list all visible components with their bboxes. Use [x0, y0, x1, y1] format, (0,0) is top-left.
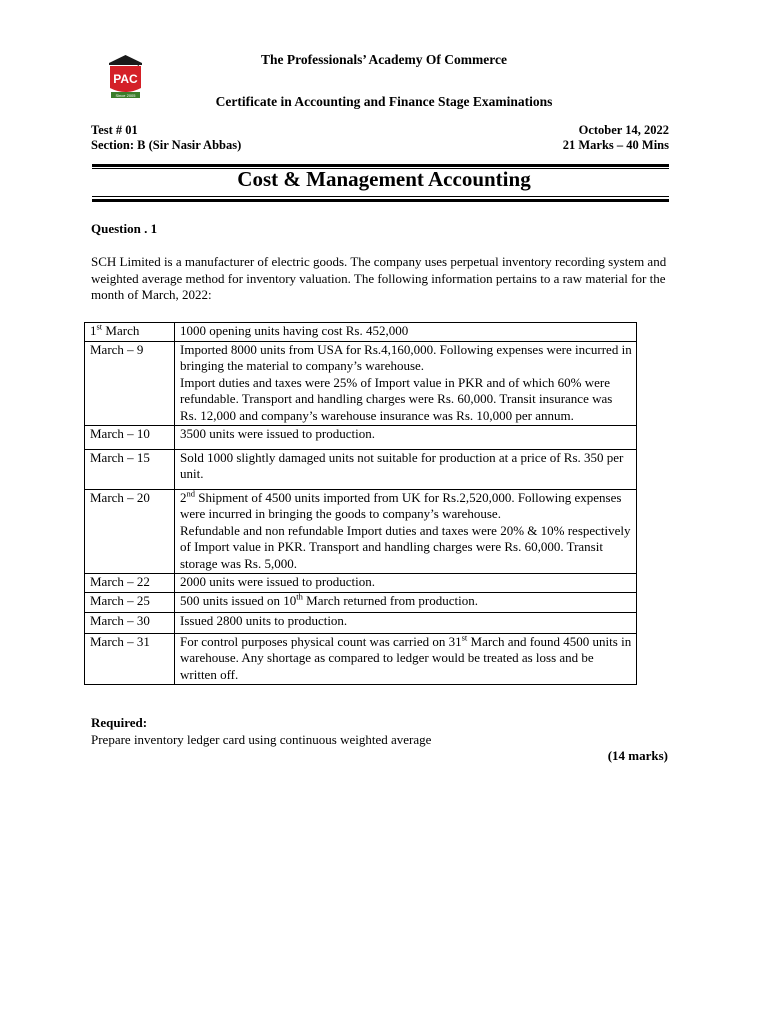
row-date: March – 20 — [85, 489, 175, 574]
row-date: 1st March — [85, 323, 175, 342]
table-row — [85, 341, 637, 426]
divider-thick-bottom — [92, 199, 669, 202]
table-row — [85, 592, 637, 613]
row-description: Imported 8000 units from USA for Rs.4,160,000. Following expenses were incurred in bringing the material to company’s warehouse. Import duties and taxes were 25% of Import value in PKR and of which 60% were refundable. Transport and handling charges were Rs. 60,000. Transit insurance was Rs. 12,000 and company’s warehouse insurance was Rs. 10,000 per annum. — [175, 341, 637, 426]
table-row — [85, 633, 637, 685]
row-description: 1000 opening units having cost Rs. 452,000 — [175, 323, 637, 342]
certificate-title: Certificate in Accounting and Finance Stage Examinations — [215, 94, 553, 109]
table-row — [85, 613, 637, 634]
table-row — [85, 449, 637, 489]
question-intro: SCH Limited is a manufacturer of electric goods. The company uses perpetual inventory recording system and weighted average method for inventory valuation. The following information pertains to a raw material for the month of March, 2022: — [91, 254, 667, 302]
section-info: Section: B (Sir Nasir Abbas) — [91, 138, 242, 152]
row-date: March – 25 — [85, 592, 175, 613]
question-title: Question . 1 — [91, 221, 158, 236]
test-number: Test # 01 — [91, 123, 138, 137]
row-date: March – 30 — [85, 613, 175, 634]
row-description: Sold 1000 slightly damaged units not suitable for production at a price of Rs. 350 per unit. — [175, 449, 637, 489]
test-info — [91, 123, 241, 153]
row-description: 2000 units were issued to production. — [175, 574, 637, 593]
row-description: 500 units issued on 10th March returned from production. — [175, 592, 637, 613]
table-row — [85, 426, 637, 450]
academy-name: The Professionals’ Academy Of Commerce — [261, 52, 507, 67]
logo-text: PAC — [113, 72, 138, 86]
row-date: March – 9 — [85, 341, 175, 426]
divider-thin-bottom — [92, 196, 669, 197]
marks-time: 21 Marks – 40 Mins — [562, 138, 669, 152]
exam-date: October 14, 2022 — [578, 123, 669, 137]
row-date: March – 15 — [85, 449, 175, 489]
table-row — [85, 574, 637, 593]
logo-subtext: Since 2005 — [115, 92, 136, 98]
transactions-table — [84, 322, 637, 685]
subject-title: Cost & Management Accounting — [237, 167, 531, 191]
exam-info — [563, 123, 669, 153]
row-description: 2nd Shipment of 4500 units imported from UK for Rs.2,520,000. Following expenses were incurred in bringing the goods to company’s warehouse. Refundable and non refundable Import duties and taxes were 20% & 10% respectively of Import value in PKR. Transport and handling charges were Rs. 60,000. Transit storage was Rs. 5,000. — [175, 489, 637, 574]
required-text: Prepare inventory ledger card using continuous weighted average — [91, 732, 432, 747]
required-label: Required: — [91, 715, 148, 730]
row-date: March – 10 — [85, 426, 175, 450]
table-row — [85, 323, 637, 342]
table-row — [85, 489, 637, 574]
question-marks: (14 marks) — [607, 748, 668, 763]
row-date: March – 22 — [85, 574, 175, 593]
row-description: For control purposes physical count was carried on 31st March and found 4500 units in warehouse. Any shortage as compared to ledger would be treated as loss and be written off. — [175, 633, 637, 685]
row-description: 3500 units were issued to production. — [175, 426, 637, 450]
row-date: March – 31 — [85, 633, 175, 685]
row-description: Issued 2800 units to production. — [175, 613, 637, 634]
